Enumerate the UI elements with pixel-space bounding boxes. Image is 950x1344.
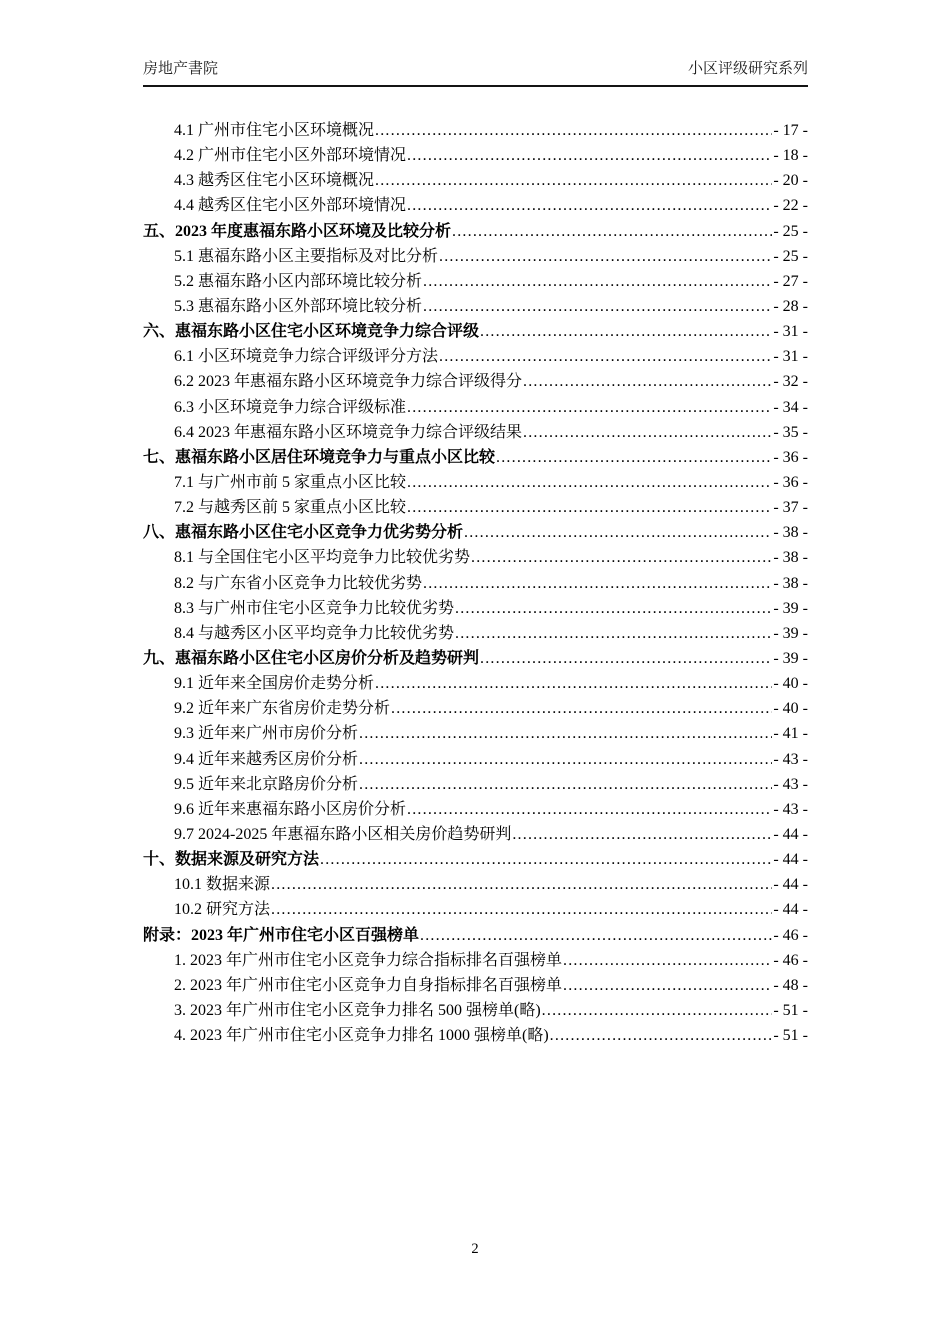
toc-entry-page: - 51 -: [773, 1027, 808, 1045]
toc-entry-label: 1. 2023 年广州市住宅小区竞争力综合指标排名百强榜单: [174, 951, 563, 969]
toc-entry-leader-dots: [407, 395, 772, 420]
toc-entry[interactable]: [143, 369, 808, 394]
page-number: 2: [471, 1241, 479, 1257]
toc-entry-page: - 46 -: [773, 951, 808, 969]
toc-entry-label: 附录：2023 年广州市住宅小区百强榜单: [143, 926, 420, 944]
toc-entry[interactable]: [143, 973, 808, 998]
toc-entry-leader-dots: [407, 193, 772, 218]
toc-entry-page: - 43 -: [773, 775, 808, 793]
toc-entry-label: 9.2 近年来广东省房价走势分析: [174, 700, 391, 718]
toc-entry-leader-dots: [480, 646, 772, 671]
toc-entry-leader-dots: [452, 219, 772, 244]
toc-entry-label: 5.3 惠福东路小区外部环境比较分析: [174, 297, 423, 315]
toc-entry-label: 4.1 广州市住宅小区环境概况: [174, 122, 375, 139]
toc-entry-label: 10.1 数据来源: [174, 876, 271, 894]
toc-entry[interactable]: [143, 143, 808, 168]
toc-entry-label: 9.7 2024-2025 年惠福东路小区相关房价趋势研判: [174, 825, 512, 843]
toc-entry-leader-dots: [423, 294, 772, 319]
toc-entry-label: 5.1 惠福东路小区主要指标及对比分析: [174, 247, 439, 265]
toc-entry[interactable]: [143, 294, 808, 319]
toc-entry-label: 2. 2023 年广州市住宅小区竞争力自身指标排名百强榜单: [174, 976, 563, 994]
toc-entry[interactable]: [143, 797, 808, 822]
toc-entry-leader-dots: [359, 721, 772, 746]
toc-entry-page: - 44 -: [773, 851, 808, 869]
toc-entry-page: - 43 -: [773, 750, 808, 768]
toc-entry[interactable]: [143, 118, 808, 143]
toc-entry[interactable]: [143, 445, 808, 470]
toc-entry-page: - 43 -: [773, 800, 808, 818]
toc-entry-label: 8.4 与越秀区小区平均竞争力比较优劣势: [174, 624, 455, 642]
toc-entry-page: - 40 -: [773, 675, 808, 693]
toc-entry-page: - 51 -: [773, 1001, 808, 1019]
toc-entry-page: - 48 -: [773, 976, 808, 994]
toc-entry-label: 9.6 近年来惠福东路小区房价分析: [174, 800, 407, 818]
toc-entry-label: 七、惠福东路小区居住环境竞争力与重点小区比较: [143, 448, 496, 466]
toc-entry[interactable]: [143, 244, 808, 269]
toc-entry-label: 8.3 与广州市住宅小区竞争力比较优劣势: [174, 599, 455, 617]
toc-entry[interactable]: [143, 319, 808, 344]
toc-entry-page: - 44 -: [773, 901, 808, 919]
toc-entry[interactable]: [143, 495, 808, 520]
toc-entry-leader-dots: [550, 1023, 773, 1048]
toc-entry-page: - 39 -: [773, 649, 808, 667]
toc-entry-leader-dots: [542, 998, 773, 1023]
toc-entry-label: 5.2 惠福东路小区内部环境比较分析: [174, 272, 423, 290]
toc-entry-page: - 39 -: [773, 599, 808, 617]
toc-entry-leader-dots: [359, 747, 772, 772]
toc-entry-leader-dots: [375, 168, 772, 193]
toc-entry-leader-dots: [407, 797, 772, 822]
toc-entry-page: - 44 -: [773, 876, 808, 894]
toc-entry[interactable]: [143, 772, 808, 797]
toc-entry-page: - 25 -: [773, 222, 808, 240]
toc-entry[interactable]: [143, 621, 808, 646]
toc-entry-label: 4. 2023 年广州市住宅小区竞争力排名 1000 强榜单(略): [174, 1027, 549, 1045]
toc-entry-page: - 20 -: [773, 172, 808, 190]
toc-entry-page: - 36 -: [773, 473, 808, 491]
toc-entry[interactable]: [143, 998, 808, 1023]
toc-entry-label: 8.2 与广东省小区竞争力比较优劣势: [174, 574, 423, 592]
toc-entry[interactable]: [143, 923, 808, 948]
toc-entry-page: - 35 -: [773, 423, 808, 441]
toc-entry-label: 6.3 小区环境竞争力综合评级标准: [174, 398, 407, 416]
toc-entry[interactable]: [143, 596, 808, 621]
toc-entry-label: 五、2023 年度惠福东路小区环境及比较分析: [143, 222, 452, 240]
toc-entry-leader-dots: [391, 696, 772, 721]
toc-entry-label: 十、数据来源及研究方法: [143, 851, 320, 869]
toc-entry-leader-dots: [375, 118, 772, 143]
toc-entry[interactable]: [143, 344, 808, 369]
toc-entry-label: 9.5 近年来北京路房价分析: [174, 775, 359, 793]
toc-entry-leader-dots: [512, 822, 772, 847]
toc-entry-label: 九、惠福东路小区住宅小区房价分析及趋势研判: [143, 649, 480, 667]
toc-entry-label: 9.4 近年来越秀区房价分析: [174, 750, 359, 768]
toc-entry-leader-dots: [407, 495, 772, 520]
toc-entry-label: 4.4 越秀区住宅小区外部环境情况: [174, 197, 407, 215]
toc-entry-label: 3. 2023 年广州市住宅小区竞争力排名 500 强榜单(略): [174, 1001, 541, 1019]
toc-entry-leader-dots: [271, 897, 772, 922]
toc-entry-label: 9.1 近年来全国房价走势分析: [174, 675, 375, 693]
toc-entry[interactable]: [143, 721, 808, 746]
header-brand: 房地产書院: [143, 60, 219, 77]
toc-entry[interactable]: [143, 571, 808, 596]
toc-entry-label: 6.4 2023 年惠福东路小区环境竞争力综合评级结果: [174, 423, 523, 441]
toc-entry[interactable]: [143, 269, 808, 294]
toc-entry-leader-dots: [523, 369, 772, 394]
toc-entry-page: - 37 -: [773, 499, 808, 517]
toc-entry[interactable]: [143, 671, 808, 696]
toc-entry-label: 9.3 近年来广州市房价分析: [174, 725, 359, 743]
toc-entry-page: - 38 -: [773, 549, 808, 567]
toc-entry-page: - 32 -: [773, 373, 808, 391]
toc-entry-page: - 22 -: [773, 197, 808, 215]
toc-entry-label: 8.1 与全国住宅小区平均竞争力比较优劣势: [174, 549, 471, 567]
toc-entry-leader-dots: [320, 847, 772, 872]
toc-entry-page: - 44 -: [773, 825, 808, 843]
toc-entry[interactable]: [143, 470, 808, 495]
toc-entry-page: - 39 -: [773, 624, 808, 642]
toc-entry-leader-dots: [420, 923, 772, 948]
toc-entry-leader-dots: [464, 520, 772, 545]
toc-entry-label: 10.2 研究方法: [174, 901, 271, 919]
toc-entry-leader-dots: [271, 872, 772, 897]
toc-entry[interactable]: [143, 219, 808, 244]
toc-entry-label: 4.2 广州市住宅小区外部环境情况: [174, 147, 407, 165]
toc-entry[interactable]: [143, 395, 808, 420]
toc-entry-leader-dots: [523, 420, 772, 445]
toc-entry[interactable]: [143, 545, 808, 570]
toc-entry[interactable]: [143, 420, 808, 445]
toc-entry[interactable]: [143, 193, 808, 218]
toc-entry[interactable]: [143, 948, 808, 973]
toc-entry-leader-dots: [563, 973, 772, 998]
toc-entry-label: 7.2 与越秀区前 5 家重点小区比较: [174, 499, 407, 517]
toc-entry-leader-dots: [480, 319, 772, 344]
toc-entry[interactable]: [143, 847, 808, 872]
toc-entry[interactable]: [143, 747, 808, 772]
toc-entry-leader-dots: [563, 948, 772, 973]
toc-entry-page: - 40 -: [773, 700, 808, 718]
toc-entry-page: - 34 -: [773, 398, 808, 416]
toc-entry-page: - 46 -: [773, 926, 808, 944]
toc-entry[interactable]: [143, 168, 808, 193]
toc-entry-page: - 31 -: [773, 348, 808, 366]
toc-entry[interactable]: [143, 1023, 808, 1048]
toc-entry-leader-dots: [375, 671, 772, 696]
toc-entry-label: 7.1 与广州市前 5 家重点小区比较: [174, 473, 407, 491]
toc-entry-label: 4.3 越秀区住宅小区环境概况: [174, 172, 375, 190]
table-of-contents: [143, 118, 808, 1048]
toc-entry-label: 6.1 小区环境竞争力综合评级评分方法: [174, 348, 439, 366]
toc-entry-leader-dots: [423, 269, 772, 294]
toc-entry-leader-dots: [496, 445, 772, 470]
toc-entry-leader-dots: [471, 545, 772, 570]
page-footer: [0, 1241, 950, 1258]
toc-entry-page: - 25 -: [773, 247, 808, 265]
header-series-title: 小区评级研究系列: [687, 60, 808, 77]
toc-entry-leader-dots: [439, 244, 772, 269]
toc-entry-page: - 38 -: [773, 524, 808, 542]
toc-entry-page: - 41 -: [773, 725, 808, 743]
toc-entry-page: - 36 -: [773, 448, 808, 466]
toc-entry-leader-dots: [359, 772, 772, 797]
toc-entry-page: - 27 -: [773, 272, 808, 290]
toc-entry-label: 6.2 2023 年惠福东路小区环境竞争力综合评级得分: [174, 373, 523, 391]
toc-entry[interactable]: [143, 520, 808, 545]
toc-entry-page: - 17 -: [773, 122, 808, 139]
toc-entry-page: - 28 -: [773, 297, 808, 315]
toc-entry-leader-dots: [455, 621, 772, 646]
toc-entry-label: 六、惠福东路小区住宅小区环境竞争力综合评级: [143, 323, 480, 341]
toc-entry-label: 八、惠福东路小区住宅小区竞争力优劣势分析: [143, 524, 464, 542]
toc-entry[interactable]: [143, 872, 808, 897]
toc-entry-leader-dots: [423, 571, 772, 596]
toc-entry[interactable]: [143, 646, 808, 671]
toc-entry-leader-dots: [439, 344, 772, 369]
toc-entry-leader-dots: [407, 143, 772, 168]
toc-entry[interactable]: [143, 897, 808, 922]
toc-entry-leader-dots: [455, 596, 772, 621]
toc-entry-page: - 18 -: [773, 147, 808, 165]
toc-entry[interactable]: [143, 696, 808, 721]
page-header: [143, 57, 808, 87]
toc-entry[interactable]: [143, 822, 808, 847]
toc-entry-leader-dots: [407, 470, 772, 495]
toc-entry-page: - 31 -: [773, 323, 808, 341]
toc-entry-page: - 38 -: [773, 574, 808, 592]
